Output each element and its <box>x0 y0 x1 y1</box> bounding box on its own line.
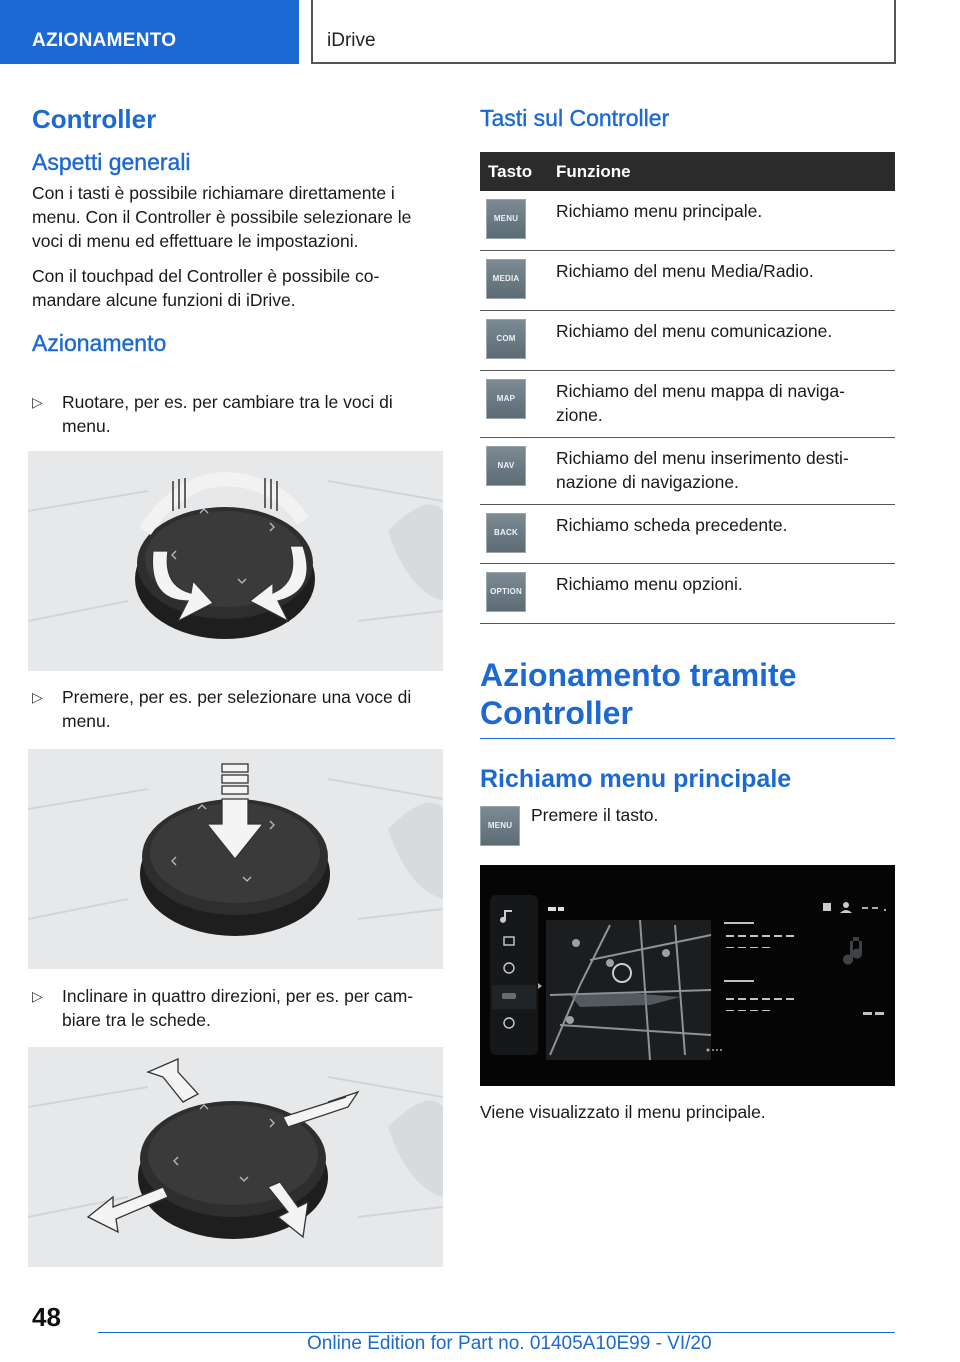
bullet-marker: ▷ <box>32 988 43 1004</box>
topic-tab <box>311 0 896 64</box>
bullet-rotate <box>32 390 444 438</box>
left-column <box>32 100 444 357</box>
column-header-key: Tasto <box>480 152 548 191</box>
row-function: Richiamo del menu mappa di naviga- zione. <box>548 370 895 437</box>
main-menu-screen-image <box>480 865 895 1086</box>
row-function: Richiamo scheda precedente. <box>548 504 895 563</box>
table-header-row <box>480 152 895 191</box>
bullet-marker: ▷ <box>32 689 43 705</box>
edition-note: Online Edition for Part no. 01405A10E99 - VI/20 <box>307 1333 712 1354</box>
row-function: Richiamo del menu inserimento desti- nazione di navigazione. <box>548 437 895 504</box>
row-function: Richiamo del menu comunicazione. <box>548 310 895 370</box>
general-paragraph-2: Con il touchpad del Controller è possibile co- mandare alcune funzioni di iDrive. <box>32 266 380 310</box>
keys-heading: Tasti sul Controller <box>480 105 670 131</box>
column-header-function: Funzione <box>548 152 895 191</box>
press-instruction: Premere il tasto. <box>531 805 659 825</box>
com-key-icon: COM <box>486 319 526 359</box>
table-row <box>480 504 895 563</box>
menu-key-icon: MENU <box>486 199 526 239</box>
controller-rotate-image <box>28 451 443 671</box>
page-number: 48 <box>32 1302 61 1332</box>
table-row <box>480 437 895 504</box>
back-key-icon: BACK <box>486 513 526 553</box>
general-heading: Aspetti generali <box>32 149 191 175</box>
main-heading: Azionamento tramite Controller <box>480 657 797 731</box>
controller-press-image <box>28 749 443 969</box>
menu-key-note <box>480 805 659 846</box>
section-title: AZIONAMENTO <box>32 30 177 51</box>
row-function: Richiamo menu principale. <box>548 191 895 250</box>
menu-heading: Richiamo menu principale <box>480 765 792 793</box>
menu-key-icon: MENU <box>480 806 520 846</box>
page-title: Controller <box>32 104 157 134</box>
row-function: Richiamo del menu Media/Radio. <box>548 250 895 310</box>
bullet-text: Inclinare in quattro direzioni, per es. per cam- biare tra le schede. <box>62 986 414 1030</box>
table-row <box>480 563 895 623</box>
row-function: Richiamo menu opzioni. <box>548 563 895 623</box>
nav-key-icon: NAV <box>486 446 526 486</box>
keys-table <box>480 152 895 624</box>
section-tab <box>0 0 299 64</box>
operation-heading: Azionamento <box>32 330 167 356</box>
bullet-text: Ruotare, per es. per cambiare tra le voci di menu. <box>62 392 393 436</box>
bullet-press <box>32 685 444 733</box>
media-key-icon: MEDIA <box>486 259 526 299</box>
table-row <box>480 370 895 437</box>
bullet-text: Premere, per es. per selezionare una voce di menu. <box>62 687 412 731</box>
menu-shown-text: Viene visualizzato il menu principale. <box>480 1102 766 1122</box>
heading-rule <box>480 738 895 739</box>
bullet-marker: ▷ <box>32 394 43 410</box>
table-row <box>480 250 895 310</box>
bullet-tilt <box>32 984 444 1032</box>
general-paragraph-1: Con i tasti è possibile richiamare direttamente i menu. Con il Controller è possibile selezionare le voci di menu ed effettuare le impostazioni. <box>32 183 412 251</box>
table-row <box>480 310 895 370</box>
main-section <box>480 656 895 794</box>
controller-tilt-image <box>28 1047 443 1267</box>
right-column <box>480 100 895 624</box>
table-row <box>480 191 895 250</box>
topic-title: iDrive <box>327 30 376 51</box>
map-key-icon: MAP <box>486 379 526 419</box>
option-key-icon: OPTION <box>486 572 526 612</box>
